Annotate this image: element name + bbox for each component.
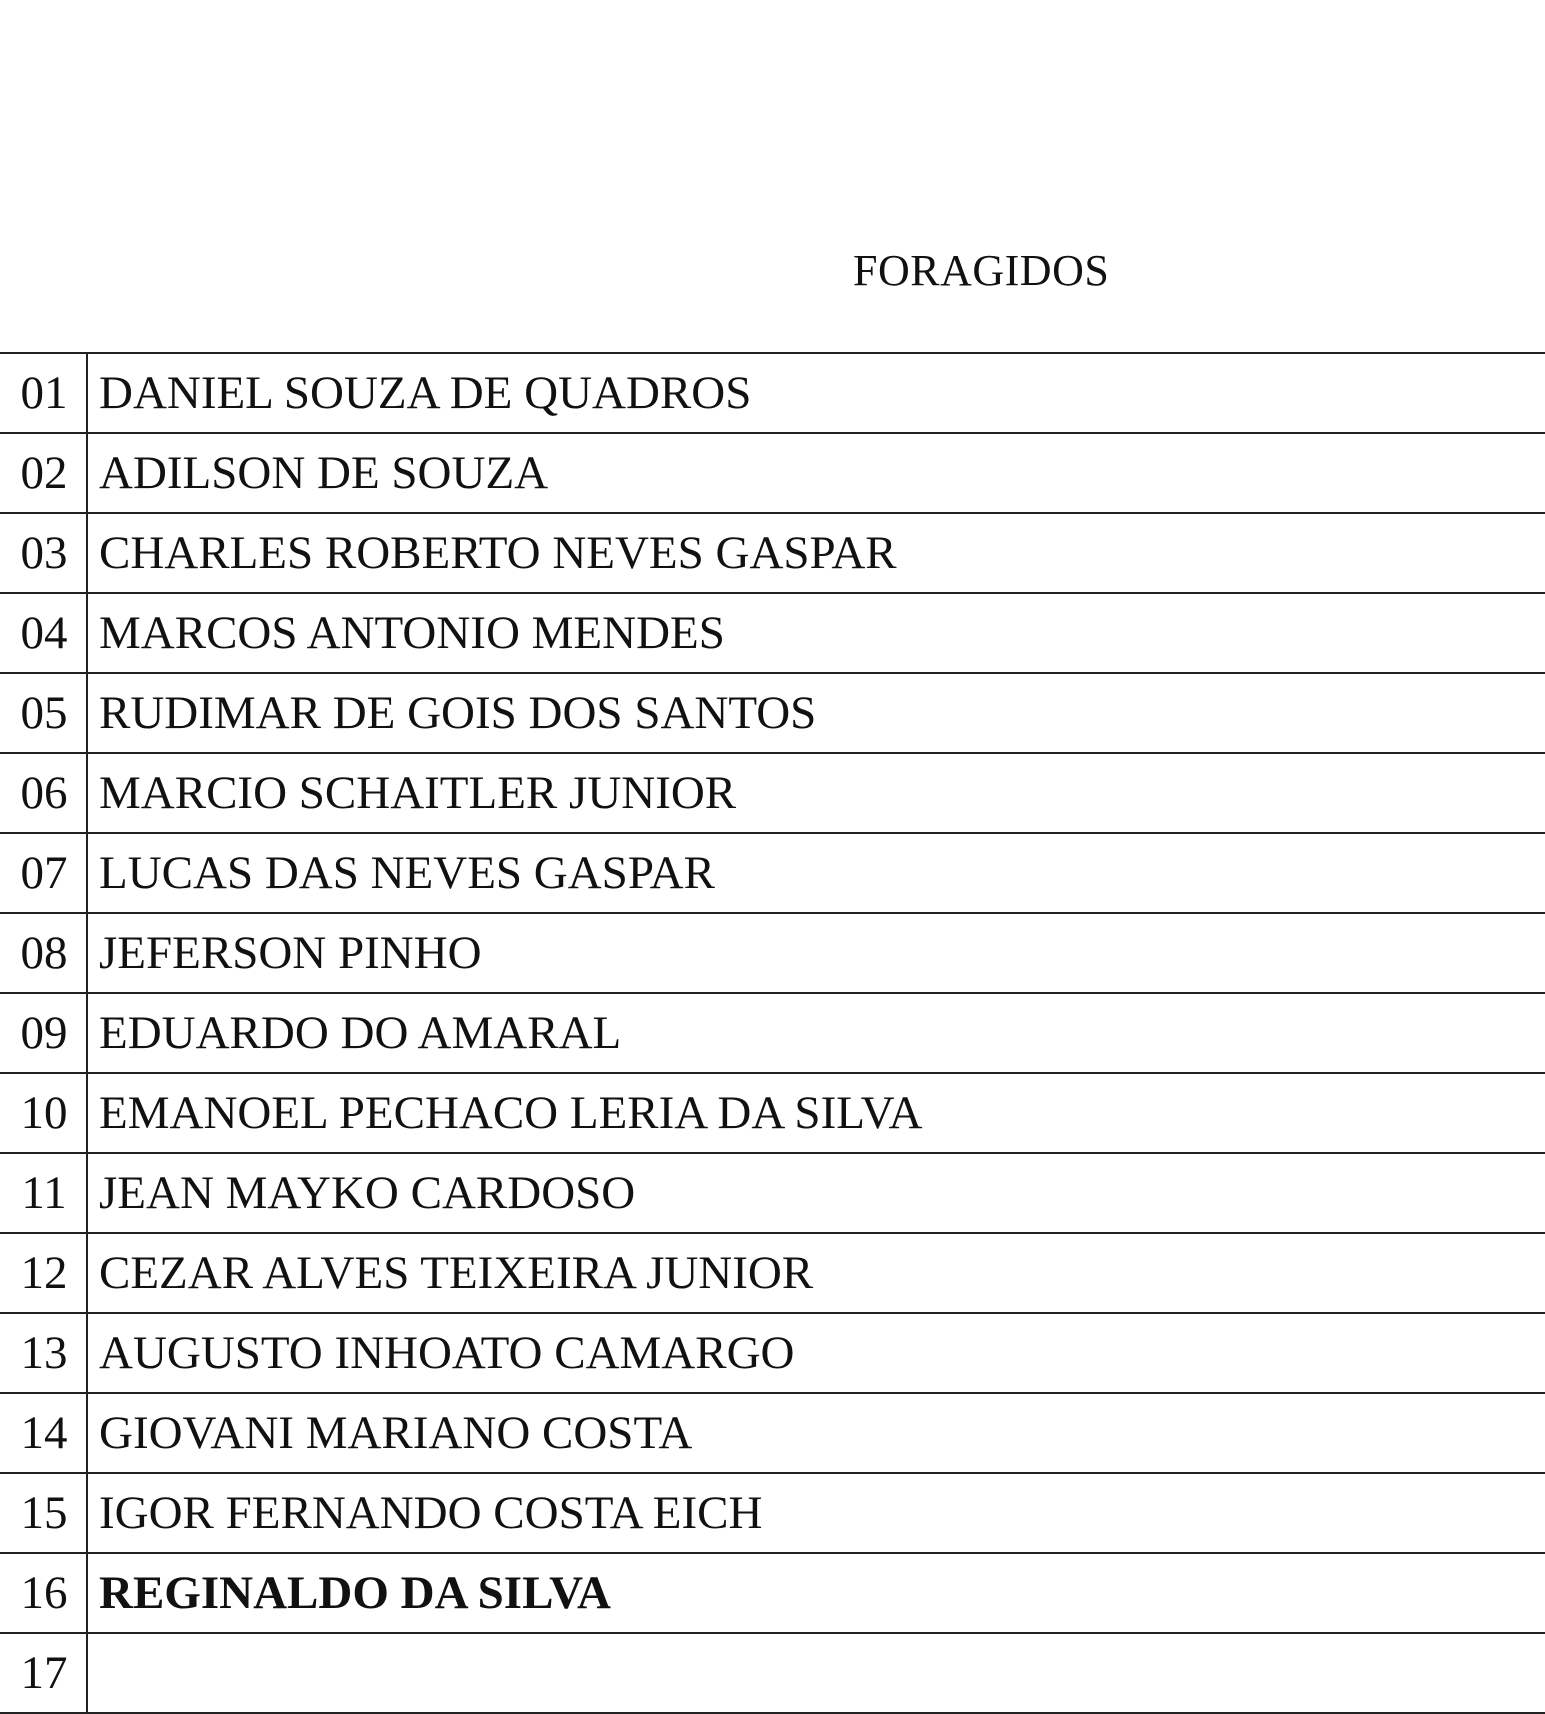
row-number: 09 — [0, 993, 87, 1073]
table-row — [0, 353, 1545, 433]
row-number: 01 — [0, 353, 87, 433]
row-number: 13 — [0, 1313, 87, 1393]
row-number: 05 — [0, 673, 87, 753]
fugitive-name: EMANOEL PECHACO LERIA DA SILVA — [87, 1073, 1545, 1153]
fugitive-name: CHARLES ROBERTO NEVES GASPAR — [87, 513, 1545, 593]
fugitives-table — [0, 352, 1545, 1714]
table-row — [0, 673, 1545, 753]
row-number: 14 — [0, 1393, 87, 1473]
fugitive-name: ADILSON DE SOUZA — [87, 433, 1545, 513]
table-row — [0, 1233, 1545, 1313]
table-row — [0, 1073, 1545, 1153]
table-row — [0, 833, 1545, 913]
row-number: 03 — [0, 513, 87, 593]
table-row — [0, 753, 1545, 833]
row-number: 10 — [0, 1073, 87, 1153]
table-row — [0, 1553, 1545, 1633]
row-number: 12 — [0, 1233, 87, 1313]
row-number: 17 — [0, 1633, 87, 1713]
fugitive-name: REGINALDO DA SILVA — [87, 1553, 1545, 1633]
fugitive-name — [87, 1633, 1545, 1713]
table-row — [0, 993, 1545, 1073]
table-row — [0, 433, 1545, 513]
fugitive-name: EDUARDO DO AMARAL — [87, 993, 1545, 1073]
fugitive-name: JEFERSON PINHO — [87, 913, 1545, 993]
row-number: 06 — [0, 753, 87, 833]
fugitive-name: LUCAS DAS NEVES GASPAR — [87, 833, 1545, 913]
table-row — [0, 1473, 1545, 1553]
table-row — [0, 1393, 1545, 1473]
fugitive-name: RUDIMAR DE GOIS DOS SANTOS — [87, 673, 1545, 753]
table-row — [0, 1313, 1545, 1393]
table-row — [0, 913, 1545, 993]
row-number: 15 — [0, 1473, 87, 1553]
row-number: 08 — [0, 913, 87, 993]
row-number: 04 — [0, 593, 87, 673]
fugitive-name: IGOR FERNANDO COSTA EICH — [87, 1473, 1545, 1553]
fugitive-name: MARCIO SCHAITLER JUNIOR — [87, 753, 1545, 833]
fugitives-table-body — [0, 353, 1545, 1713]
fugitive-name: CEZAR ALVES TEIXEIRA JUNIOR — [87, 1233, 1545, 1313]
fugitive-name: GIOVANI MARIANO COSTA — [87, 1393, 1545, 1473]
fugitive-name: AUGUSTO INHOATO CAMARGO — [87, 1313, 1545, 1393]
document-title: FORAGIDOS — [853, 246, 1110, 295]
fugitive-name: JEAN MAYKO CARDOSO — [87, 1153, 1545, 1233]
table-row — [0, 513, 1545, 593]
table-row — [0, 1153, 1545, 1233]
row-number: 16 — [0, 1553, 87, 1633]
fugitive-name: DANIEL SOUZA DE QUADROS — [87, 353, 1545, 433]
row-number: 02 — [0, 433, 87, 513]
table-row — [0, 1633, 1545, 1713]
table-row — [0, 593, 1545, 673]
fugitive-name: MARCOS ANTONIO MENDES — [87, 593, 1545, 673]
row-number: 07 — [0, 833, 87, 913]
row-number: 11 — [0, 1153, 87, 1233]
